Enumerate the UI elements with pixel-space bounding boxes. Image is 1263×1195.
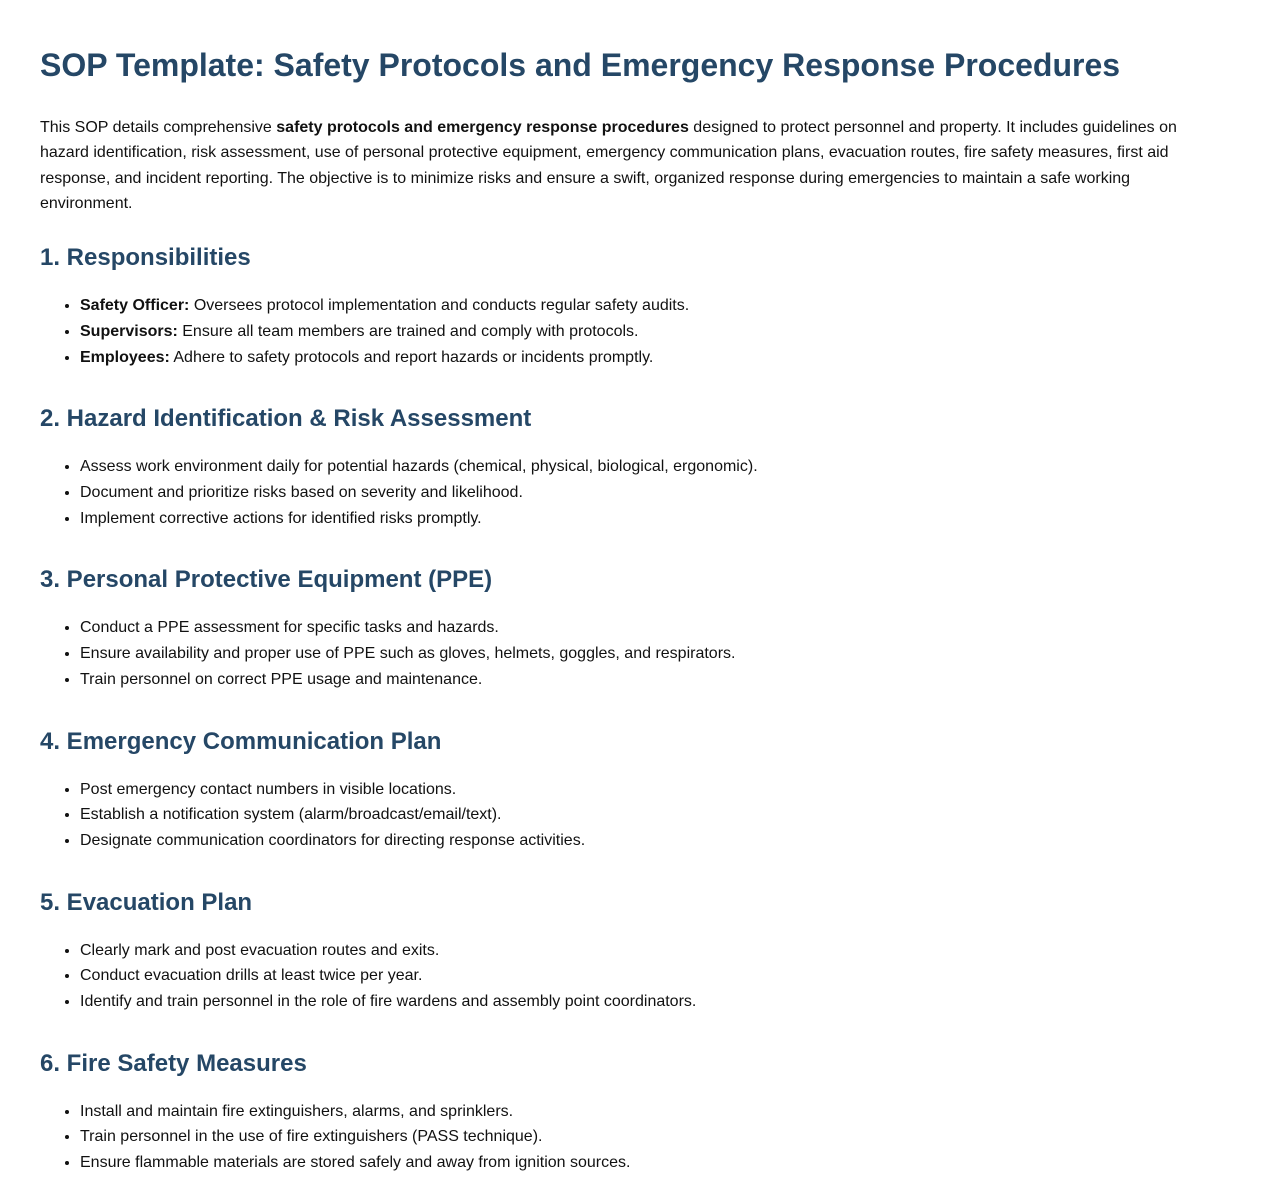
section-list: [40, 938, 1223, 1015]
list-item: • Identify and train personnel in the role of fire wardens and assembly point coordinators.: [80, 989, 1223, 1015]
section-emergency-communication: [40, 727, 1223, 854]
section-heading: 5. Evacuation Plan: [40, 888, 253, 916]
list-item: • Conduct a PPE assessment for specific tasks and hazards.: [80, 615, 1223, 641]
section-list: [40, 293, 1223, 370]
list-item: • Assess work environment daily for potential hazards (chemical, physical, biological, ergonomic).: [80, 454, 1223, 480]
list-item-label: Supervisors:: [80, 322, 178, 340]
list-item: • Clearly mark and post evacuation routes and exits.: [80, 938, 1223, 964]
section-list: [40, 454, 1223, 531]
section-heading: 3. Personal Protective Equipment (PPE): [40, 566, 493, 594]
section-ppe: [40, 565, 1223, 692]
list-item: • Ensure flammable materials are stored safely and away from ignition sources.: [80, 1150, 1223, 1176]
section-heading: 2. Hazard Identification & Risk Assessment: [40, 405, 532, 433]
list-item-label: Safety Officer:: [80, 297, 190, 315]
intro-text-before: This SOP details comprehensive: [40, 119, 277, 136]
section-hazard-identification: [40, 404, 1223, 531]
section-heading: 1. Responsibilities: [40, 244, 251, 272]
list-item: [80, 345, 1223, 371]
list-item-text: Ensure all team members are trained and comply with protocols.: [177, 322, 639, 340]
intro-text-after: designed to protect personnel and property. It includes guidelines on hazard identification, risk assessment, use of personal protective equipment, emergency communication plans, evacuation routes, fire safety measures, first aid response, and incident reporting. The objective is to minimize risks and ensure a swift, organized response during emergencies to maintain a safe working environment.: [40, 119, 1177, 212]
list-item: • Train personnel in the use of fire extinguishers (PASS technique).: [80, 1124, 1223, 1150]
list-item: • Document and prioritize risks based on severity and likelihood.: [80, 480, 1223, 506]
section-list: [40, 777, 1223, 854]
list-item: • Post emergency contact numbers in visible locations.: [80, 777, 1223, 803]
list-item: • Implement corrective actions for identified risks promptly.: [80, 506, 1223, 532]
list-item: • Install and maintain fire extinguishers, alarms, and sprinklers.: [80, 1099, 1223, 1125]
section-heading: 6. Fire Safety Measures: [40, 1049, 307, 1077]
list-item: • Conduct evacuation drills at least twice per year.: [80, 963, 1223, 989]
list-item-label: Employees:: [80, 348, 170, 366]
list-item: [80, 293, 1223, 319]
section-list: [40, 615, 1223, 692]
section-evacuation-plan: [40, 888, 1223, 1015]
intro-text-bold: safety protocols and emergency response procedures: [276, 119, 689, 136]
page-title: SOP Template: Safety Protocols and Emergency Response Procedures: [40, 47, 1121, 83]
section-heading: 4. Emergency Communication Plan: [40, 727, 442, 755]
intro-paragraph: [40, 115, 1190, 216]
list-item: • Ensure availability and proper use of PPE such as gloves, helmets, goggles, and respirators.: [80, 641, 1223, 667]
list-item: • Establish a notification system (alarm/broadcast/email/text).: [80, 802, 1223, 828]
list-item-text: Adhere to safety protocols and report hazards or incidents promptly.: [169, 348, 654, 366]
list-item: • Designate communication coordinators for directing response activities.: [80, 828, 1223, 854]
list-item: [80, 319, 1223, 345]
section-list: [40, 1099, 1223, 1176]
section-responsibilities: [40, 243, 1223, 370]
list-item: • Train personnel on correct PPE usage and maintenance.: [80, 667, 1223, 693]
list-item-text: Oversees protocol implementation and conducts regular safety audits.: [189, 297, 690, 315]
section-fire-safety: [40, 1049, 1223, 1176]
